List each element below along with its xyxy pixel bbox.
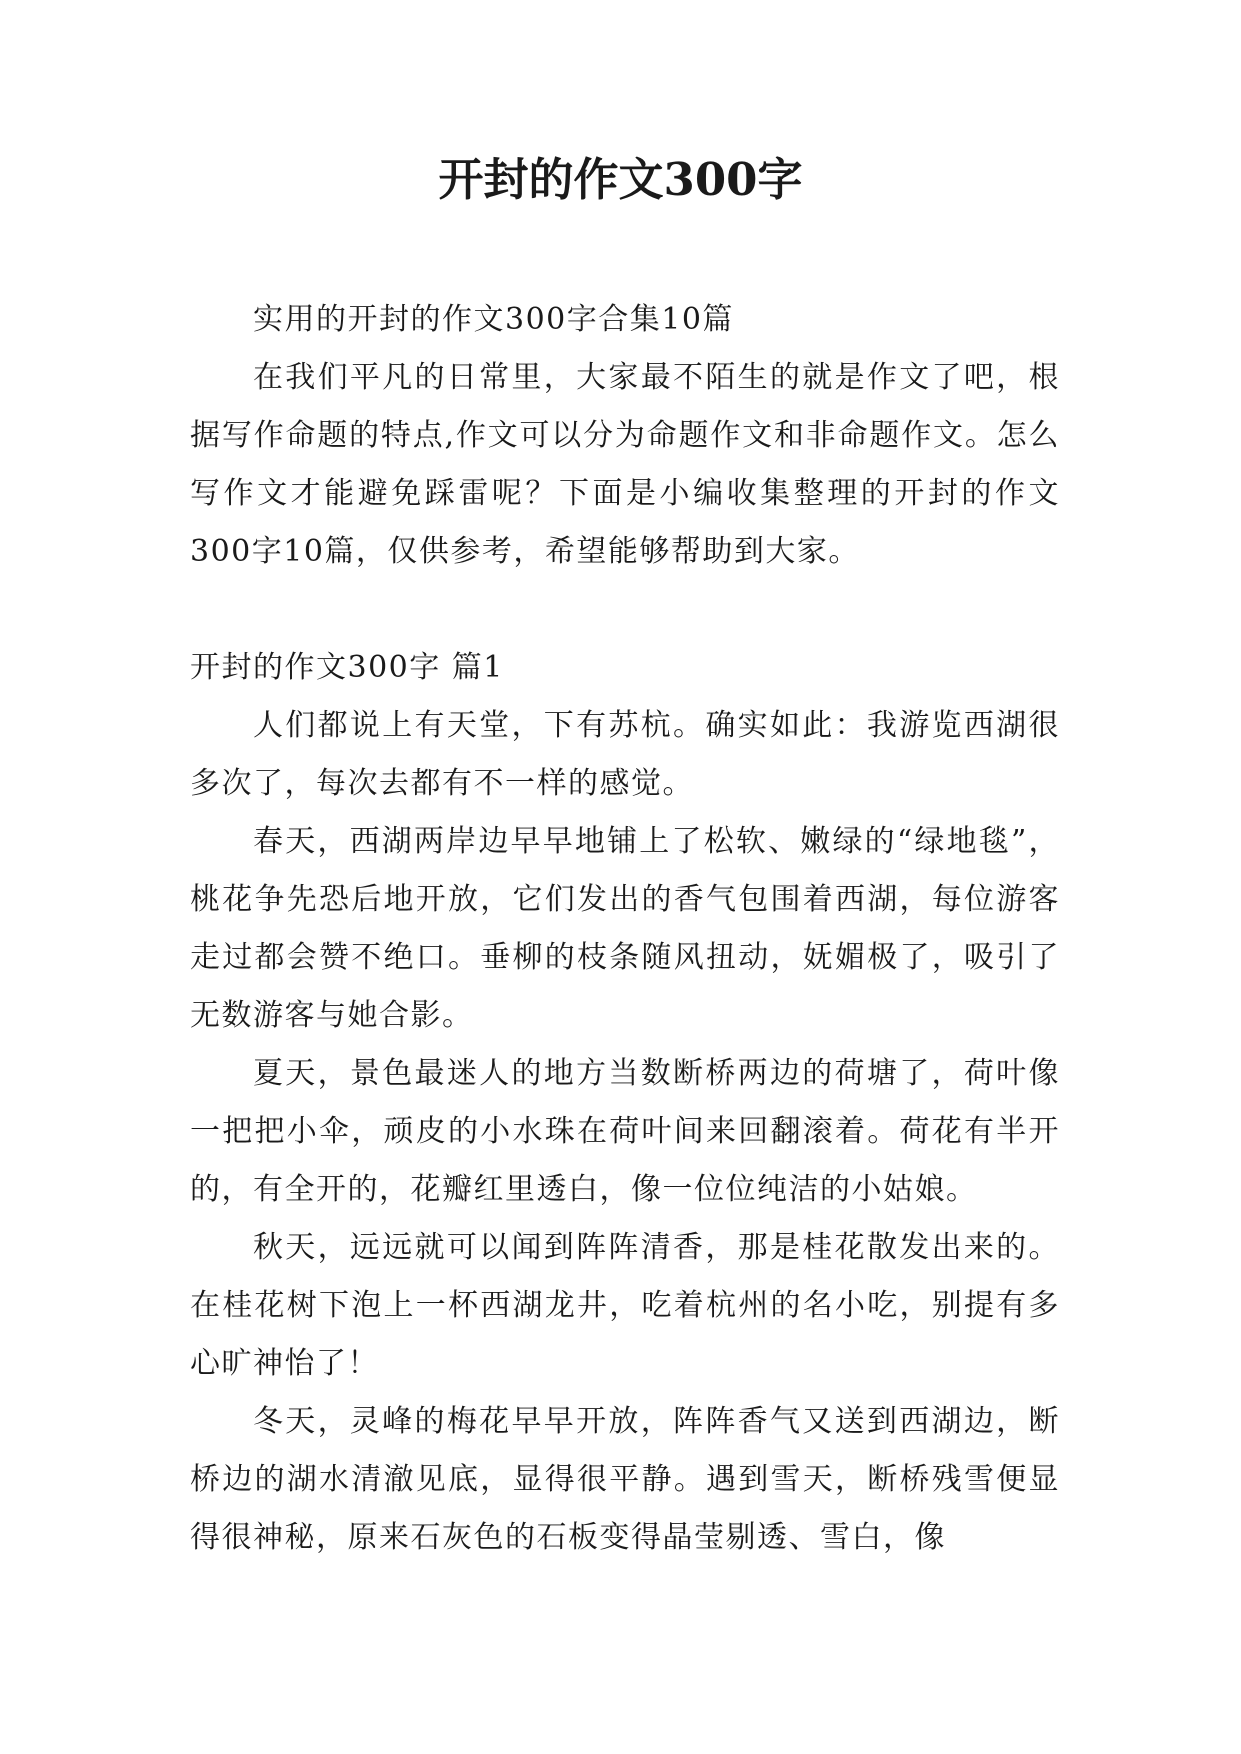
body-paragraph-1: 人们都说上有天堂，下有苏杭。确实如此：我游览西湖很多次了，每次去都有不一样的感觉。 <box>190 708 1060 801</box>
document-title: 开封的作文300字 <box>438 153 803 206</box>
section-heading: 开封的作文300字 篇1 <box>190 650 504 685</box>
body-paragraph-3: 夏天，景色最迷人的地方当数断桥两边的荷塘了，荷叶像一把把小伞，顽皮的小水珠在荷叶间来回翻滚着。荷花有半开的，有全开的，花瓣红里透白，像一位位纯洁的小姑娘。 <box>190 1056 1060 1207</box>
intro-paragraph: 在我们平凡的日常里，大家最不陌生的就是作文了吧，根据写作命题的特点,作文可以分为命题作文和非命题作文。怎么写作文才能避免踩雷呢？下面是小编收集整理的开封的作文300字10篇，仅供参考，希望能够帮助到大家。 <box>190 360 1060 569</box>
document-subtitle: 实用的开封的作文300字合集10篇 <box>253 302 734 337</box>
body-paragraph-4: 秋天，远远就可以闻到阵阵清香，那是桂花散发出来的。在桂花树下泡上一杯西湖龙井，吃着杭州的名小吃，别提有多心旷神怡了！ <box>190 1230 1060 1381</box>
body-paragraph-2: 春天，西湖两岸边早早地铺上了松软、嫩绿的“绿地毯”，桃花争先恐后地开放，它们发出的香气包围着西湖，每位游客走过都会赞不绝口。垂柳的枝条随风扭动，妩媚极了，吸引了无数游客与她合影。 <box>190 824 1060 1033</box>
body-paragraph-5: 冬天，灵峰的梅花早早开放，阵阵香气又送到西湖边，断桥边的湖水清澈见底，显得很平静。遇到雪天，断桥残雪便显得很神秘，原来石灰色的石板变得晶莹剔透、雪白，像 <box>190 1404 1060 1555</box>
document-body <box>190 291 1060 1567</box>
